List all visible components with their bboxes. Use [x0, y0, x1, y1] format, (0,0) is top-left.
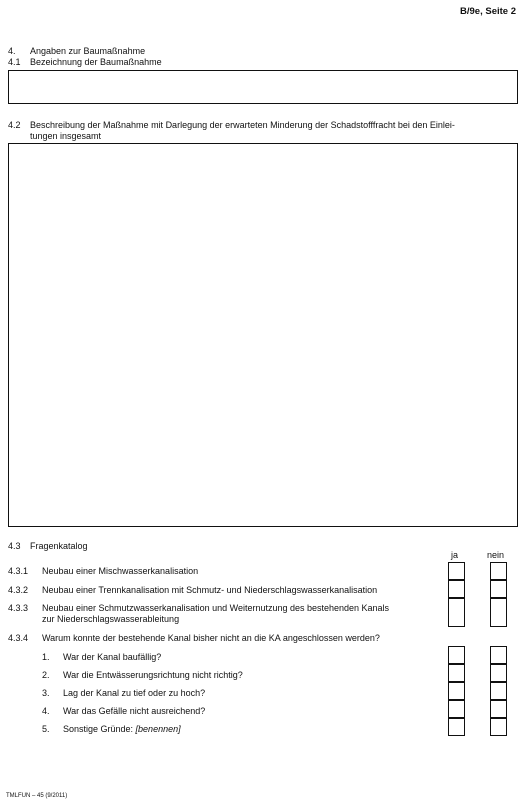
question-text: Neubau einer Mischwasserkanalisation	[42, 566, 199, 576]
question-number: 4.3.2	[8, 585, 29, 595]
question-text: Warum konnte der bestehende Kanal bisher nicht an die KA angeschlossen werden?	[42, 633, 380, 643]
column-header-no: nein	[487, 550, 505, 560]
section-4-1-number: 4.1	[8, 57, 21, 67]
reason-text: War das Gefälle nicht ausreichend?	[63, 706, 206, 716]
section-4-2-label-line1: Beschreibung der Maßnahme mit Darlegung der erwarteten Minderung der Schadstofffracht bei den Einlei-	[30, 120, 455, 130]
page-reference: B/9e, Seite 2	[460, 6, 516, 17]
checkbox-reason-1-no[interactable]	[490, 646, 507, 664]
reason-label: Sonstige Gründe:	[63, 724, 136, 734]
reason-number: 1.	[42, 652, 50, 662]
section-4-3-number: 4.3	[8, 541, 21, 551]
reason-number: 2.	[42, 670, 50, 680]
reason-number: 4.	[42, 706, 50, 716]
reason-text	[63, 724, 181, 734]
section-4-number: 4.	[8, 46, 16, 56]
section-4-2-label-line2: tungen insgesamt	[30, 131, 102, 141]
checkbox-reason-5-yes[interactable]	[448, 718, 465, 736]
reason-text: War der Kanal baufällig?	[63, 652, 162, 662]
project-description-field[interactable]	[8, 143, 518, 527]
section-4-1-label: Bezeichnung der Baumaßnahme	[30, 57, 162, 67]
question-number: 4.3.1	[8, 566, 29, 576]
checkbox-reason-3-no[interactable]	[490, 682, 507, 700]
question-number: 4.3.4	[8, 633, 29, 643]
section-4-3-title: Fragenkatalog	[30, 541, 88, 551]
checkbox-reason-1-yes[interactable]	[448, 646, 465, 664]
project-name-field[interactable]	[8, 70, 518, 104]
checkbox-4-3-2-no[interactable]	[490, 580, 507, 598]
reason-text: War die Entwässerungsrichtung nicht richtig?	[63, 670, 243, 680]
section-4-2-number: 4.2	[8, 120, 21, 130]
reason-text: Lag der Kanal zu tief oder zu hoch?	[63, 688, 206, 698]
checkbox-4-3-1-no[interactable]	[490, 562, 507, 580]
reason-number: 3.	[42, 688, 50, 698]
checkbox-reason-4-yes[interactable]	[448, 700, 465, 718]
checkbox-4-3-2-yes[interactable]	[448, 580, 465, 598]
reason-hint: [benennen]	[135, 724, 181, 734]
checkbox-reason-2-yes[interactable]	[448, 664, 465, 682]
question-number: 4.3.3	[8, 603, 29, 613]
reason-number: 5.	[42, 724, 50, 734]
checkbox-4-3-3-no[interactable]	[490, 598, 507, 627]
question-text-line1: Neubau einer Schmutzwasserkanalisation und Weiternutzung des bestehenden Kanals	[42, 603, 390, 613]
question-text: Neubau einer Trennkanalisation mit Schmutz- und Niederschlagswasserkanalisation	[42, 585, 378, 595]
checkbox-reason-5-no[interactable]	[490, 718, 507, 736]
checkbox-4-3-1-yes[interactable]	[448, 562, 465, 580]
form-id: TMLFUN – 45 (9/2011)	[6, 793, 68, 799]
checkbox-reason-3-yes[interactable]	[448, 682, 465, 700]
checkbox-4-3-3-yes[interactable]	[448, 598, 465, 627]
question-text-line2: zur Niederschlagswasserableitung	[42, 614, 180, 624]
section-4-title: Angaben zur Baumaßnahme	[30, 46, 146, 56]
column-header-yes: ja	[451, 550, 459, 560]
checkbox-reason-2-no[interactable]	[490, 664, 507, 682]
checkbox-reason-4-no[interactable]	[490, 700, 507, 718]
